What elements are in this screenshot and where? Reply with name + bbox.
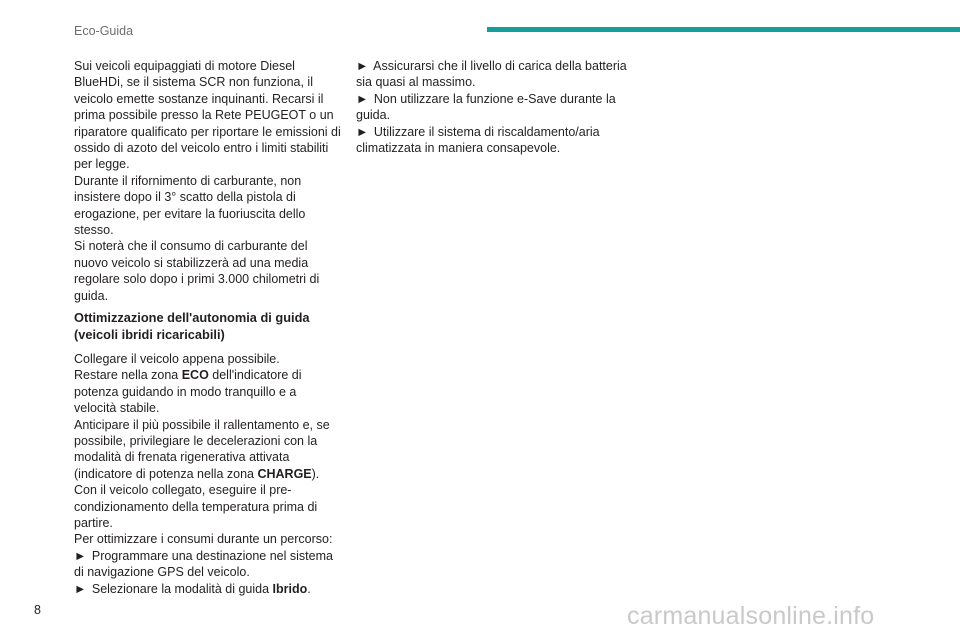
- watermark-text: carmanualsonline.info: [627, 602, 875, 630]
- paragraph-scr-warning: Sui veicoli equipaggiati di motore Diesel BlueHDi, se il sistema SCR non funziona, il veicolo emette sostanze inquinanti. Recarsi il prima possibile presso la Rete PEUGEOT o un riparatore qualificato per riportare le emissioni di ossido di azoto del veicolo entro i limiti stabiliti per legge.: [74, 59, 341, 172]
- charge-label: CHARGE: [257, 466, 312, 481]
- eco-label: ECO: [181, 368, 209, 383]
- paragraph-eco-zone: Restare nella zona ECO dell'indicatore di potenza guidando in modo tranquillo e a velocità stabile.: [74, 368, 302, 416]
- bullet-item-esave: ► Non utilizzare la funzione e-Save durante la guida.: [356, 91, 616, 123]
- right-column: [356, 58, 631, 156]
- bullet-item-battery: ► Assicurarsi che il livello di carica della batteria sia quasi al massimo.: [356, 59, 627, 90]
- paragraph-refuelling: Durante il rifornimento di carburante, non insistere dopo il 3° scatto della pistola di erogazione, per evitare la fuoriuscita dello stesso.: [74, 173, 306, 238]
- bullet-arrow-icon: ►: [356, 124, 369, 139]
- bullet-item-hybrid-mode: ► Selezionare la modalità di guida Ibrido.: [74, 581, 311, 596]
- bullet-arrow-icon: ►: [356, 91, 369, 106]
- section-title: Eco-Guida: [74, 24, 134, 38]
- paragraph-connect: Collegare il veicolo appena possibile.: [74, 351, 280, 366]
- bullet-arrow-icon: ►: [74, 548, 87, 563]
- bullet-arrow-icon: ►: [74, 581, 87, 596]
- hybrid-label: Ibrido: [272, 581, 308, 596]
- paragraph-anticipate: Anticipare il più possibile il rallentamento e, se possibile, privilegiare le decelerazioni con la modalità di frenata rigenerativa attivata (indicatore di potenza nella zona CHARGE).: [74, 417, 330, 481]
- bullet-item-climate: ► Utilizzare il sistema di riscaldamento/aria climatizzata in maniera consapevole.: [356, 124, 600, 156]
- bullet-arrow-icon: ►: [356, 59, 369, 73]
- left-column: [74, 58, 342, 597]
- section-heading: Ottimizzazione dell'autonomia di guida (veicoli ibridi ricaricabili): [74, 310, 310, 342]
- paragraph-optimize: Per ottimizzare i consumi durante un percorso:: [74, 532, 333, 547]
- section-accent-bar: [487, 27, 960, 32]
- page-number: 8: [34, 603, 41, 617]
- paragraph-preconditioning: Con il veicolo collegato, eseguire il pre-condizionamento della temperatura prima di partire.: [74, 483, 318, 530]
- bullet-item-gps: ► Programmare una destinazione nel sistema di navigazione GPS del veicolo.: [74, 548, 333, 580]
- paragraph-consumption: Si noterà che il consumo di carburante del nuovo veicolo si stabilizzerà ad una media regolare solo dopo i primi 3.000 chilometri di guida.: [74, 239, 320, 303]
